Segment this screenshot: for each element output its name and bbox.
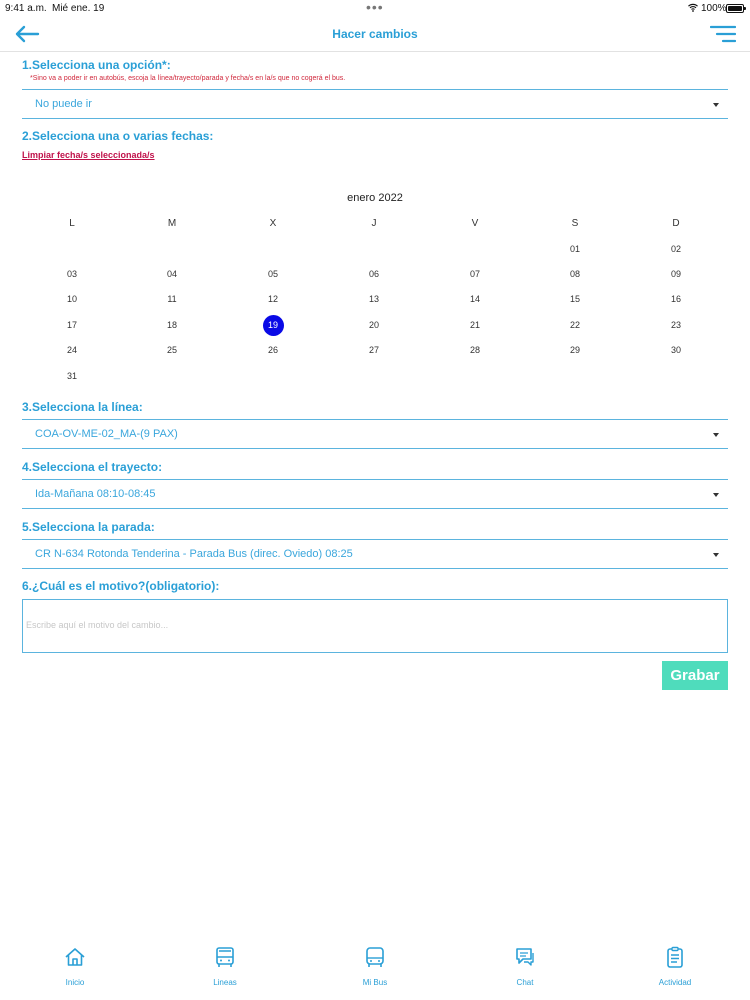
calendar-day[interactable]: 12	[267, 294, 278, 304]
calendar-month-label: enero 2022	[347, 192, 403, 204]
calendar-weekday: M	[167, 218, 177, 229]
line-select-value: COA-OV-ME-02_MA-(9 PAX)	[35, 428, 178, 440]
home-icon	[64, 946, 86, 968]
save-button[interactable]: Grabar	[662, 661, 728, 690]
tab-actividad[interactable]	[625, 940, 725, 1000]
calendar-day[interactable]: 27	[368, 345, 379, 355]
section-option-title: 1.Selecciona una opción*:	[22, 58, 171, 72]
calendar-day[interactable]: 08	[569, 269, 580, 279]
calendar-weekday: S	[571, 218, 579, 229]
option-select[interactable]	[22, 89, 728, 119]
option-hint: *Sino va a poder ir en autobús, escoja la línea/trayecto/parada y fecha/s en la/s que no cogerá el bus.	[30, 75, 346, 82]
calendar-day[interactable]: 24	[66, 345, 77, 355]
calendar-day[interactable]: 18	[166, 320, 177, 330]
calendar-day[interactable]: 28	[469, 345, 480, 355]
tab-chat[interactable]	[475, 940, 575, 1000]
calendar-day-selected[interactable]: 19	[267, 320, 278, 330]
section-dates-title: 2.Selecciona una o varias fechas:	[22, 129, 214, 143]
calendar-day[interactable]: 03	[66, 269, 77, 279]
calendar-day[interactable]: 02	[670, 244, 681, 254]
calendar-day[interactable]: 14	[469, 294, 480, 304]
clipboard-icon	[664, 946, 686, 968]
calendar-day[interactable]: 29	[569, 345, 580, 355]
route-select-value: Ida-Mañana 08:10-08:45	[35, 488, 156, 500]
section-route-title: 4.Selecciona el trayecto:	[22, 460, 163, 474]
calendar-day[interactable]: 30	[670, 345, 681, 355]
chat-icon	[514, 946, 536, 968]
chevron-down-icon	[713, 433, 719, 437]
tab-mi-bus[interactable]	[325, 940, 425, 1000]
calendar-day[interactable]: 06	[368, 269, 379, 279]
battery-icon	[726, 4, 744, 13]
calendar-day[interactable]: 26	[267, 345, 278, 355]
calendar-day[interactable]: 22	[569, 320, 580, 330]
status-bar	[0, 0, 750, 16]
calendar-day[interactable]: 16	[670, 294, 681, 304]
multitasking-dots-icon[interactable]: •••	[366, 0, 384, 15]
calendar-day[interactable]: 07	[469, 269, 480, 279]
calendar-day[interactable]: 04	[166, 269, 177, 279]
my-bus-icon	[364, 946, 386, 968]
calendar-weekday: V	[471, 218, 479, 229]
calendar-day[interactable]: 20	[368, 320, 379, 330]
tab-label: Inicio	[65, 978, 85, 987]
chevron-down-icon	[713, 493, 719, 497]
nav-bar	[0, 16, 750, 52]
tab-bar	[0, 940, 750, 1000]
tab-lineas[interactable]	[175, 940, 275, 1000]
reason-input[interactable]	[22, 599, 728, 653]
tab-label: Lineas	[213, 978, 237, 987]
calendar-day[interactable]: 13	[368, 294, 379, 304]
calendar-day[interactable]: 23	[670, 320, 681, 330]
section-line-title: 3.Selecciona la línea:	[22, 400, 143, 414]
route-select[interactable]	[22, 479, 728, 509]
calendar-day[interactable]: 17	[66, 320, 77, 330]
calendar-day[interactable]: 10	[66, 294, 77, 304]
tab-label: Mi Bus	[362, 978, 388, 987]
calendar-day[interactable]: 25	[166, 345, 177, 355]
section-stop-title: 5.Selecciona la parada:	[22, 520, 155, 534]
calendar-weekday: J	[371, 218, 377, 229]
stop-select[interactable]	[22, 539, 728, 569]
calendar-day[interactable]: 15	[569, 294, 580, 304]
wifi-icon	[688, 3, 698, 12]
option-select-value: No puede ir	[35, 98, 92, 110]
line-select[interactable]	[22, 419, 728, 449]
tab-label: Actividad	[658, 978, 692, 987]
section-reason-title: 6.¿Cuál es el motivo?(obligatorio):	[22, 579, 220, 593]
calendar-day[interactable]: 09	[670, 269, 681, 279]
calendar-day[interactable]: 01	[569, 244, 580, 254]
calendar-weekday: D	[672, 218, 680, 229]
filter-menu-icon[interactable]	[710, 24, 736, 44]
calendar-weekday: X	[269, 218, 277, 229]
calendar-day[interactable]: 11	[167, 294, 177, 304]
status-date: Mié ene. 19	[52, 3, 105, 14]
chevron-down-icon	[713, 103, 719, 107]
stop-select-value: CR N-634 Rotonda Tenderina - Parada Bus (direc. Oviedo) 08:25	[35, 548, 353, 560]
page-title: Hacer cambios	[332, 27, 418, 41]
calendar-day[interactable]: 21	[469, 320, 480, 330]
calendar-day[interactable]: 31	[66, 371, 77, 381]
status-time: 9:41 a.m.	[5, 3, 47, 14]
battery-percent: 100%	[701, 3, 727, 14]
bus-front-icon	[214, 946, 236, 968]
tab-label: Chat	[516, 978, 534, 987]
chevron-down-icon	[713, 553, 719, 557]
calendar-weekday: L	[69, 218, 75, 229]
tab-inicio[interactable]	[25, 940, 125, 1000]
clear-dates-link[interactable]: Limpiar fecha/s seleccionada/s	[22, 150, 155, 160]
calendar-day[interactable]: 05	[267, 269, 278, 279]
